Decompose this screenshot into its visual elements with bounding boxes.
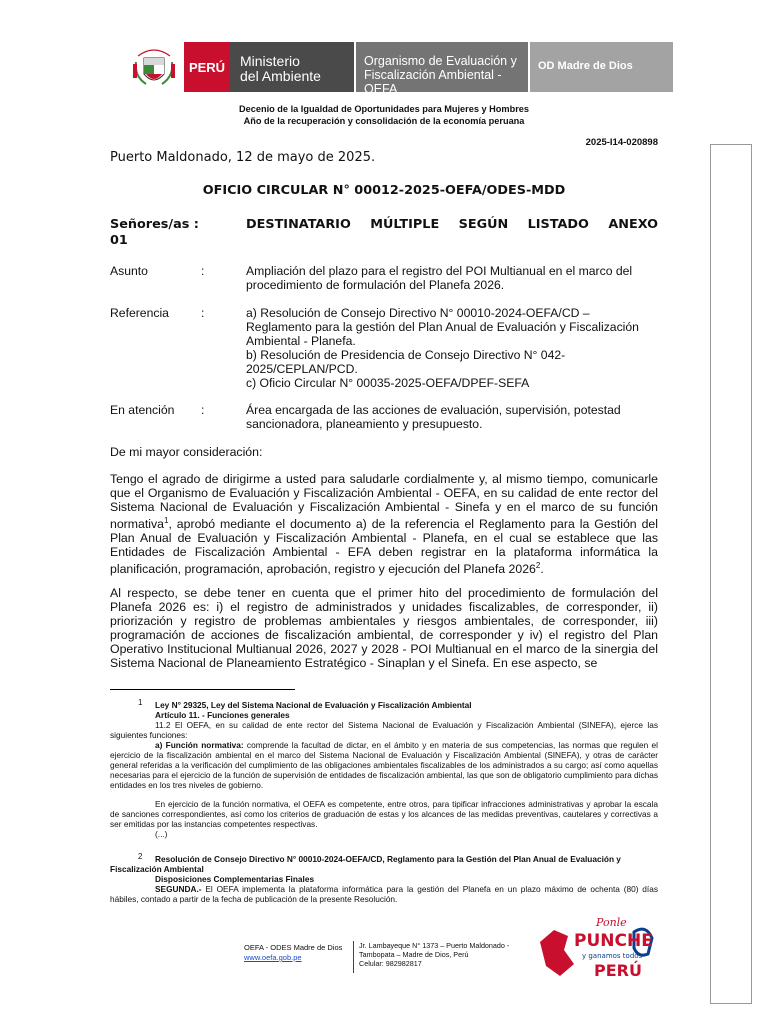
footer-divider	[353, 941, 354, 973]
footnote-2: 2 Resolución de Consejo Directivo N° 00010-2024-OEFA/CD, Reglamento para la Gestión del Plan Anual de Evaluación y Fiscalización Ambiental Disposiciones Complementarias Finales SEGUNDA.- El OEFA implementa la plataforma informática para la gestión del Planefa en un plazo máximo de ochenta (80) días hábiles, contado a partir de la fecha de publicación de la presente Resolución.	[110, 852, 658, 904]
saludo: De mi mayor consideración:	[110, 445, 263, 459]
senores-label: Señores/as : 01	[110, 217, 199, 248]
place-date: Puerto Maldonado, 12 de mayo de 2025.	[110, 150, 376, 165]
ponle-punche-logo	[534, 914, 658, 984]
coat-of-arms-icon	[124, 42, 184, 92]
asunto-row: Asunto : Ampliación del plazo para el registro del POI Multianual en el marco del procedimiento de formulación del Planefa 2026.	[110, 264, 658, 294]
atencion-value: Área encargada de las acciones de evaluación, supervisión, potestad sancionadora, planeamiento y presupuesto.	[246, 403, 621, 431]
footer-left: OEFA - ODES Madre de Dios www.oefa.gob.pe	[244, 943, 343, 962]
logo-ponle-text: Ponle	[596, 916, 627, 929]
referencia-label: Referencia	[110, 306, 169, 320]
asunto-label: Asunto	[110, 264, 148, 278]
logo-tagline-text: y ganamos todos	[582, 952, 643, 960]
oefa-label: Organismo de Evaluación y Fiscalización Ambiental - OEFA	[356, 42, 528, 92]
footnote-divider	[110, 689, 295, 690]
logo-punche-text: PUNCHE	[574, 931, 653, 951]
institution-header	[124, 42, 673, 96]
peru-label: PERÚ	[184, 42, 230, 92]
oficio-title: OFICIO CIRCULAR N° 00012-2025-OEFA/ODES-MDD	[202, 183, 566, 198]
referencia-value: a) Resolución de Consejo Directivo N° 00010-2024-OEFA/CD – Reglamento para la gestión del Plan Anual de Evaluación y Fiscalización Ambiental - Planefa. b) Resolución de Presidencia de Consejo Directivo N° 042-2025/CEPLAN/PCD. c) Oficio Circular N° 00035-2025-OEFA/DPEF-SEFA	[246, 306, 639, 390]
signature-side-box	[710, 144, 752, 1004]
paragraph-1: Tengo el agrado de dirigirme a usted para saludarle cordialmente y, al mismo tiempo, comunicarle que el Organismo de Evaluación y Fiscalización Ambiental - OEFA, en su calidad de ente rector del Sistema Nacional de Evaluación y Fiscalización Ambiental - Sinefa y en el marco de su función normativa$^1$, aprobó mediante el documento a) de la referencia el Reglamento para la Gestión del Plan Anual de Evaluación y Fiscalización Ambiental - Planefa, en el cual se establece que las Entidades de Fiscalización Ambiental - EFA deben registrar en la plataforma informática la planificación, programación, aprobación, registro y ejecución del Planefa 2026$^2$.	[110, 472, 658, 577]
ministerio-label: Ministerio del Ambiente	[230, 42, 354, 92]
footnote-1: 1 Ley N° 29325, Ley del Sistema Nacional de Evaluación y Fiscalización Ambiental Artículo 11. - Funciones generales 11.2 El OEFA, en su calidad de ente rector del Sistema Nacional de Evaluación y Fiscalización Ambiental (SINEFA), ejerce las siguientes funciones: a) Función normativa: comprende la facultad de dictar, en el ámbito y en materia de sus competencias, las normas que regulen el ejercicio de la fiscalización ambiental en el marco del Sistema Nacional de Evaluación y Fiscalización Ambiental (SINEFA), y otras de carácter general referidas a la verificación del cumplimiento de las obligaciones ambientales fiscalizables de los administrados a su cargo; así como aquellas necesarias para el ejercicio de la función de supervisión de entidades de fiscalización ambiental, las que son de obligatorio cumplimiento para dichas entidades en los tres niveles de gobierno. En ejercicio de la función normativa, el OEFA es competente, entre otros, para tipificar infracciones administrativas y aprobar la escala de sanciones correspondientes, así como los criterios de graduación de estas y los alcances de las medidas preventivas, cautelares y correctivas a ser emitidas por las instancias competentes respectivas. (...)	[110, 698, 658, 839]
paragraph-2: Al respecto, se debe tener en cuenta que el primer hito del procedimiento de formulación del Planefa 2026 es: i) el registro de administrados y unidades fiscalizables, de corresponder, ii) priorización y registro de problemas ambientales y riesgos ambientales, de corresponder, iii) programación de acciones de fiscalización ambiental, de corresponder y iv) el registro del Plan Operativo Institucional Multianual 2026, 2027 y 2028 - POI Multianual en el marco de la sinergia del Sistema Nacional de Planeamiento Estratégico - Sinaplan y el Sinefa. En ese aspecto, se	[110, 586, 658, 670]
logo-peru-text: PERÚ	[594, 961, 642, 980]
asunto-value: Ampliación del plazo para el registro del POI Multianual en el marco del procedimiento de formulación del Planefa 2026.	[246, 264, 633, 292]
decenio-text: Decenio de la Igualdad de Oportunidades para Mujeres y Hombres Año de la recuperación y consolidación de la economía peruana	[239, 104, 529, 126]
website-link[interactable]: www.oefa.gob.pe	[244, 953, 302, 962]
footer-address: Jr. Lambayeque N° 1373 – Puerto Maldonado - Tambopata – Madre de Dios, Perú Celular: 982982817	[359, 941, 510, 968]
destinatario: DESTINATARIO MÚLTIPLE SEGÚN LISTADO ANEXO	[246, 217, 658, 232]
od-label: OD Madre de Dios	[530, 42, 673, 92]
atencion-row: En atención : Área encargada de las acciones de evaluación, supervisión, potestad sancionadora, planeamiento y presupuesto.	[110, 403, 658, 433]
referencia-row: Referencia : a) Resolución de Consejo Directivo N° 00010-2024-OEFA/CD – Reglamento para la gestión del Plan Anual de Evaluación y Fiscalización Ambiental - Planefa. b) Resolución de Presidencia de Consejo Directivo N° 042-2025/CEPLAN/PCD. c) Oficio Circular N° 00035-2025-OEFA/DPEF-SEFA	[110, 306, 658, 390]
atencion-label: En atención	[110, 403, 175, 417]
document-number: 2025-I14-020898	[585, 137, 658, 148]
